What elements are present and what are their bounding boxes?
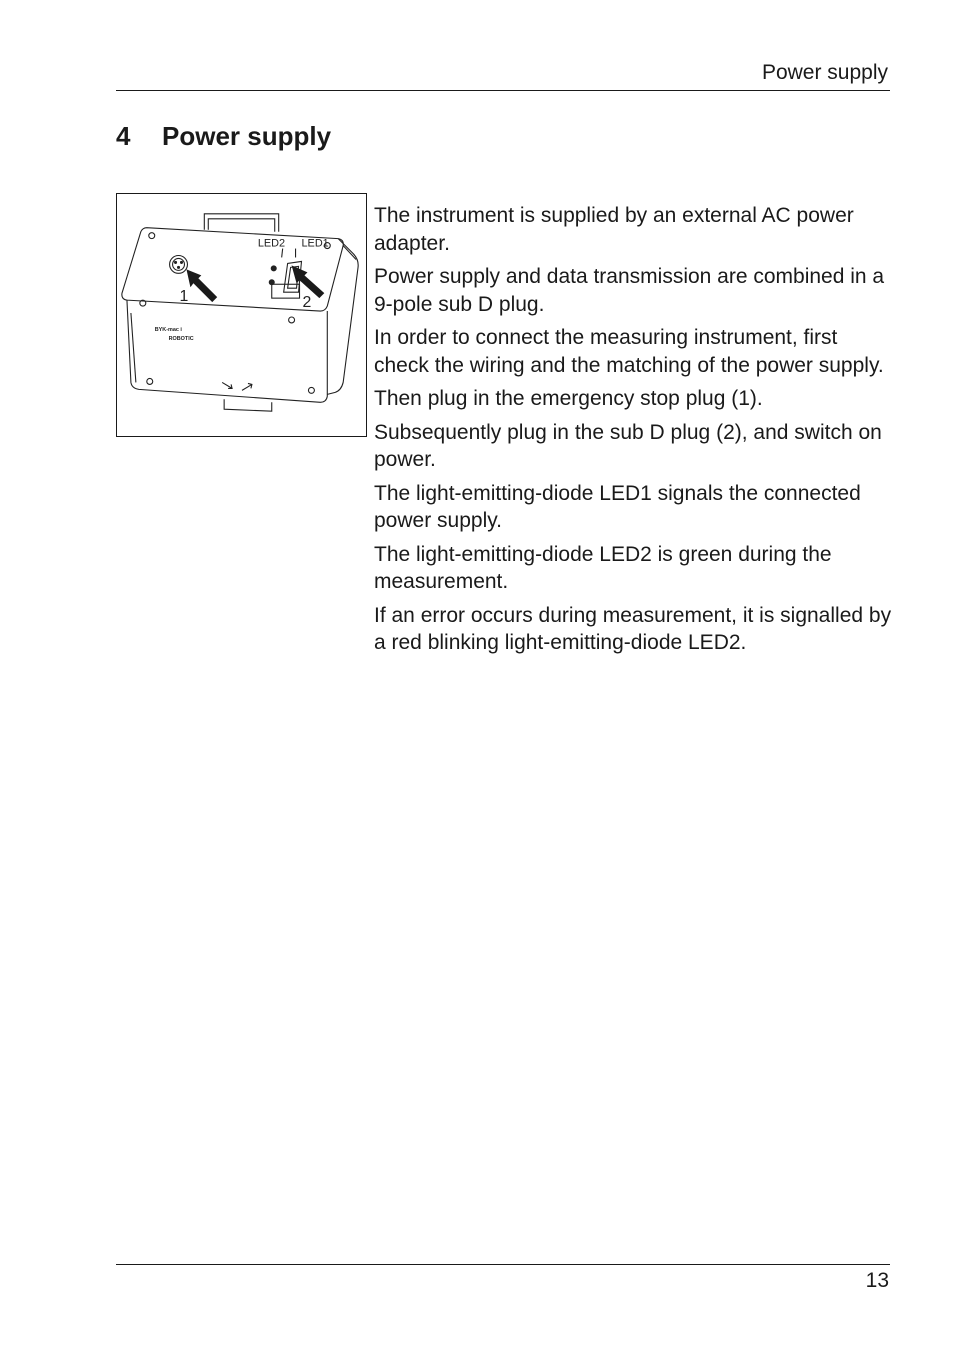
callout-arrow-1 [186,269,217,302]
led-dot [269,280,274,285]
paragraph: Power supply and data transmission are combined in a 9-pole sub D plug. [374,265,885,316]
led-dot [271,266,276,271]
device-right-side [327,239,358,395]
chapter-number: 4 [116,121,131,151]
footer-rule [116,1264,890,1265]
body-text [374,202,894,663]
chapter-title: Power supply [162,121,332,151]
device-logo-line2: ROBOTIC [168,335,194,342]
paragraph: The light-emitting-diode LED2 is green during the measurement. [374,542,832,593]
running-header: Power supply [761,61,888,84]
paragraph: In order to connect the measuring instrument, first check the wiring and the matching of the power supply. [374,326,884,377]
paragraph: Subsequently plug in the sub D plug (2), and switch on power. [374,420,882,471]
device-logo-line1: BYK-mac i [154,326,182,333]
chapter-heading [116,121,331,152]
paragraph: If an error occurs during measurement, it is signalled by a red blinking light-emitting-diode LED2. [374,603,892,654]
header-rule [116,90,890,91]
callout-label-1: 1 [179,288,189,306]
paragraph: The instrument is supplied by an external AC power adapter. [374,204,854,255]
callout-label-2: 2 [302,294,312,312]
led1-label: LED1 [301,237,329,250]
led2-label: LED2 [257,237,286,250]
paragraph: The light-emitting-diode LED1 signals the connected power supply. [374,481,861,532]
paragraph: Then plug in the emergency stop plug (1). [374,387,763,410]
device-drawing [117,194,366,436]
device-handle [204,214,278,232]
device-illustration [116,193,367,437]
page-number: 13 [865,1269,889,1292]
device-front-face [127,300,327,402]
